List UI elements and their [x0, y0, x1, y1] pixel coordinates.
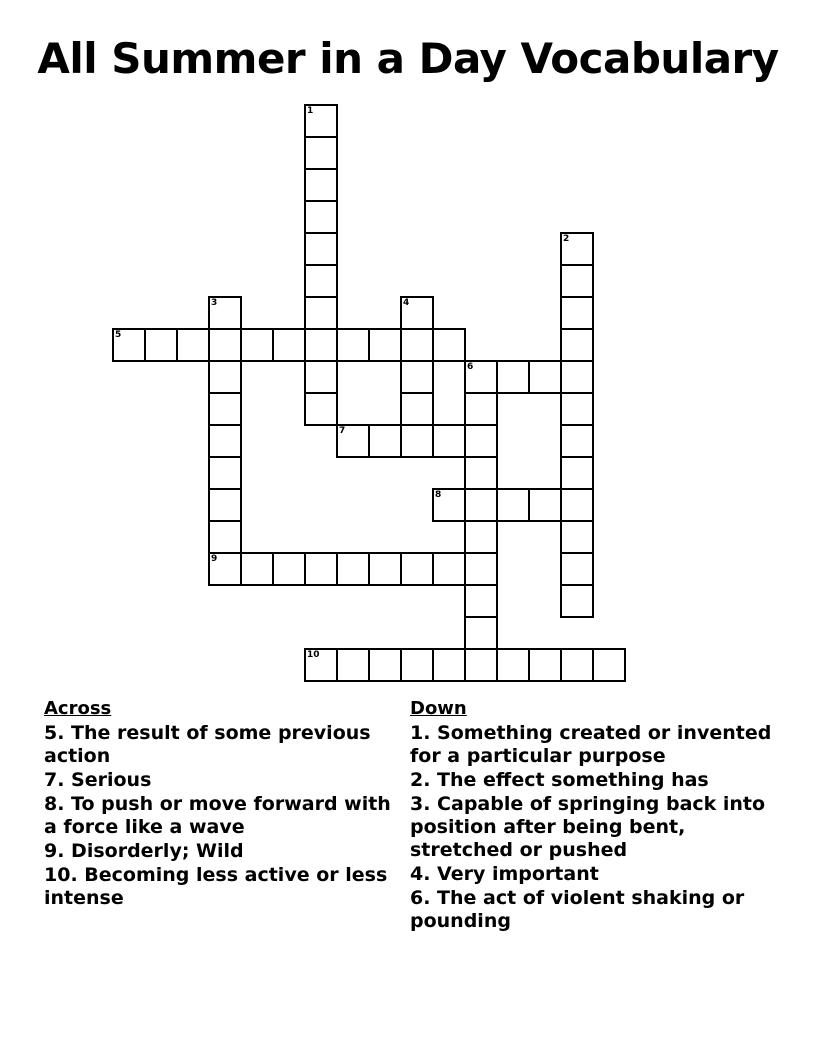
- cell-number: 9: [211, 554, 218, 564]
- crossword-cell[interactable]: [208, 520, 242, 554]
- crossword-cell[interactable]: [464, 552, 498, 586]
- crossword-cell[interactable]: [336, 424, 370, 458]
- crossword-cell[interactable]: [464, 488, 498, 522]
- crossword-cell[interactable]: [464, 616, 498, 650]
- crossword-cell[interactable]: [304, 104, 338, 138]
- clue-down-4: 4. Very important: [410, 863, 599, 885]
- clue-across-5: 5. The result of some previous action: [44, 722, 371, 767]
- clue-down-3: 3. Capable of springing back into position after being bent, stretched or pushed: [410, 793, 766, 861]
- crossword-cell[interactable]: [560, 648, 594, 682]
- crossword-cell[interactable]: [560, 520, 594, 554]
- clue-across-7: 7. Serious: [44, 769, 152, 791]
- crossword-cell[interactable]: [368, 552, 402, 586]
- crossword-cell[interactable]: [112, 328, 146, 362]
- crossword-cell[interactable]: [400, 648, 434, 682]
- crossword-cell[interactable]: [560, 392, 594, 426]
- crossword-cell[interactable]: [368, 328, 402, 362]
- crossword-cell[interactable]: [208, 552, 242, 586]
- clue-down-1: 1. Something created or invented for a particular purpose: [410, 722, 772, 767]
- crossword-cell[interactable]: [464, 392, 498, 426]
- crossword-cell[interactable]: [496, 648, 530, 682]
- cell-number: 7: [339, 426, 346, 436]
- crossword-cell[interactable]: [496, 488, 530, 522]
- crossword-cell[interactable]: [464, 584, 498, 618]
- crossword-cell[interactable]: [400, 328, 434, 362]
- crossword-cell[interactable]: [144, 328, 178, 362]
- crossword-cell[interactable]: [464, 424, 498, 458]
- cell-number: 2: [563, 234, 570, 244]
- crossword-cell[interactable]: [368, 424, 402, 458]
- crossword-cell[interactable]: [304, 552, 338, 586]
- crossword-cell[interactable]: [208, 424, 242, 458]
- crossword-cell[interactable]: [208, 456, 242, 490]
- down-clues-column: [410, 698, 780, 934]
- crossword-cell[interactable]: [400, 360, 434, 394]
- crossword-cell[interactable]: [336, 328, 370, 362]
- crossword-cell[interactable]: [560, 488, 594, 522]
- cell-number: 8: [435, 490, 442, 500]
- cell-number: 3: [211, 298, 218, 308]
- clue-across-8: 8. To push or move forward with a force like a wave: [44, 793, 391, 838]
- crossword-cell[interactable]: [496, 360, 530, 394]
- crossword-cell[interactable]: [208, 296, 242, 330]
- clue-down-6: 6. The act of violent shaking or pounding: [410, 887, 745, 932]
- page-title: All Summer in a Day Vocabulary: [37, 34, 779, 83]
- crossword-cell[interactable]: [560, 328, 594, 362]
- crossword-cell[interactable]: [272, 328, 306, 362]
- crossword-cell[interactable]: [304, 360, 338, 394]
- clue-across-9: 9. Disorderly; Wild: [44, 840, 244, 862]
- down-heading: Down: [410, 698, 467, 719]
- crossword-cell[interactable]: [432, 328, 466, 362]
- cell-number: 6: [467, 362, 474, 372]
- crossword-cell[interactable]: [240, 328, 274, 362]
- crossword-grid: [112, 104, 712, 684]
- crossword-cell[interactable]: [208, 392, 242, 426]
- crossword-cell[interactable]: [560, 296, 594, 330]
- crossword-cell[interactable]: [304, 168, 338, 202]
- crossword-cell[interactable]: [464, 456, 498, 490]
- crossword-cell[interactable]: [592, 648, 626, 682]
- cell-number: 4: [403, 298, 410, 308]
- crossword-cell[interactable]: [368, 648, 402, 682]
- crossword-cell[interactable]: [208, 488, 242, 522]
- crossword-cell[interactable]: [176, 328, 210, 362]
- crossword-cell[interactable]: [560, 456, 594, 490]
- across-clues-column: [44, 698, 394, 911]
- crossword-cell[interactable]: [560, 232, 594, 266]
- clue-across-10: 10. Becoming less active or less intense: [44, 864, 388, 909]
- crossword-cell[interactable]: [528, 360, 562, 394]
- crossword-cell[interactable]: [528, 488, 562, 522]
- crossword-cell[interactable]: [560, 264, 594, 298]
- crossword-cell[interactable]: [272, 552, 306, 586]
- crossword-cell[interactable]: [304, 328, 338, 362]
- cell-number: 10: [307, 650, 320, 660]
- cell-number: 5: [115, 330, 122, 340]
- crossword-cell[interactable]: [464, 520, 498, 554]
- crossword-cell[interactable]: [400, 424, 434, 458]
- crossword-cell[interactable]: [432, 424, 466, 458]
- clues-section: [0, 698, 816, 1038]
- cell-number: 1: [307, 106, 314, 116]
- crossword-cell[interactable]: [240, 552, 274, 586]
- crossword-cell[interactable]: [304, 200, 338, 234]
- crossword-cell[interactable]: [560, 360, 594, 394]
- crossword-cell[interactable]: [304, 648, 338, 682]
- crossword-cell[interactable]: [208, 328, 242, 362]
- crossword-cell[interactable]: [432, 552, 466, 586]
- crossword-cell[interactable]: [432, 488, 466, 522]
- crossword-cell[interactable]: [304, 296, 338, 330]
- crossword-cell[interactable]: [464, 648, 498, 682]
- crossword-cell[interactable]: [432, 648, 466, 682]
- crossword-cell[interactable]: [400, 392, 434, 426]
- crossword-cell[interactable]: [304, 232, 338, 266]
- crossword-cell[interactable]: [304, 392, 338, 426]
- crossword-cell[interactable]: [400, 296, 434, 330]
- crossword-cell[interactable]: [208, 360, 242, 394]
- crossword-cell[interactable]: [336, 648, 370, 682]
- crossword-cell[interactable]: [528, 648, 562, 682]
- crossword-cell[interactable]: [304, 136, 338, 170]
- crossword-cell[interactable]: [560, 552, 594, 586]
- crossword-cell[interactable]: [560, 584, 594, 618]
- crossword-cell[interactable]: [336, 552, 370, 586]
- crossword-cell[interactable]: [400, 552, 434, 586]
- crossword-cell[interactable]: [464, 360, 498, 394]
- clue-down-2: 2. The effect something has: [410, 769, 709, 791]
- crossword-cell[interactable]: [560, 424, 594, 458]
- crossword-cell[interactable]: [304, 264, 338, 298]
- across-heading: Across: [44, 698, 112, 719]
